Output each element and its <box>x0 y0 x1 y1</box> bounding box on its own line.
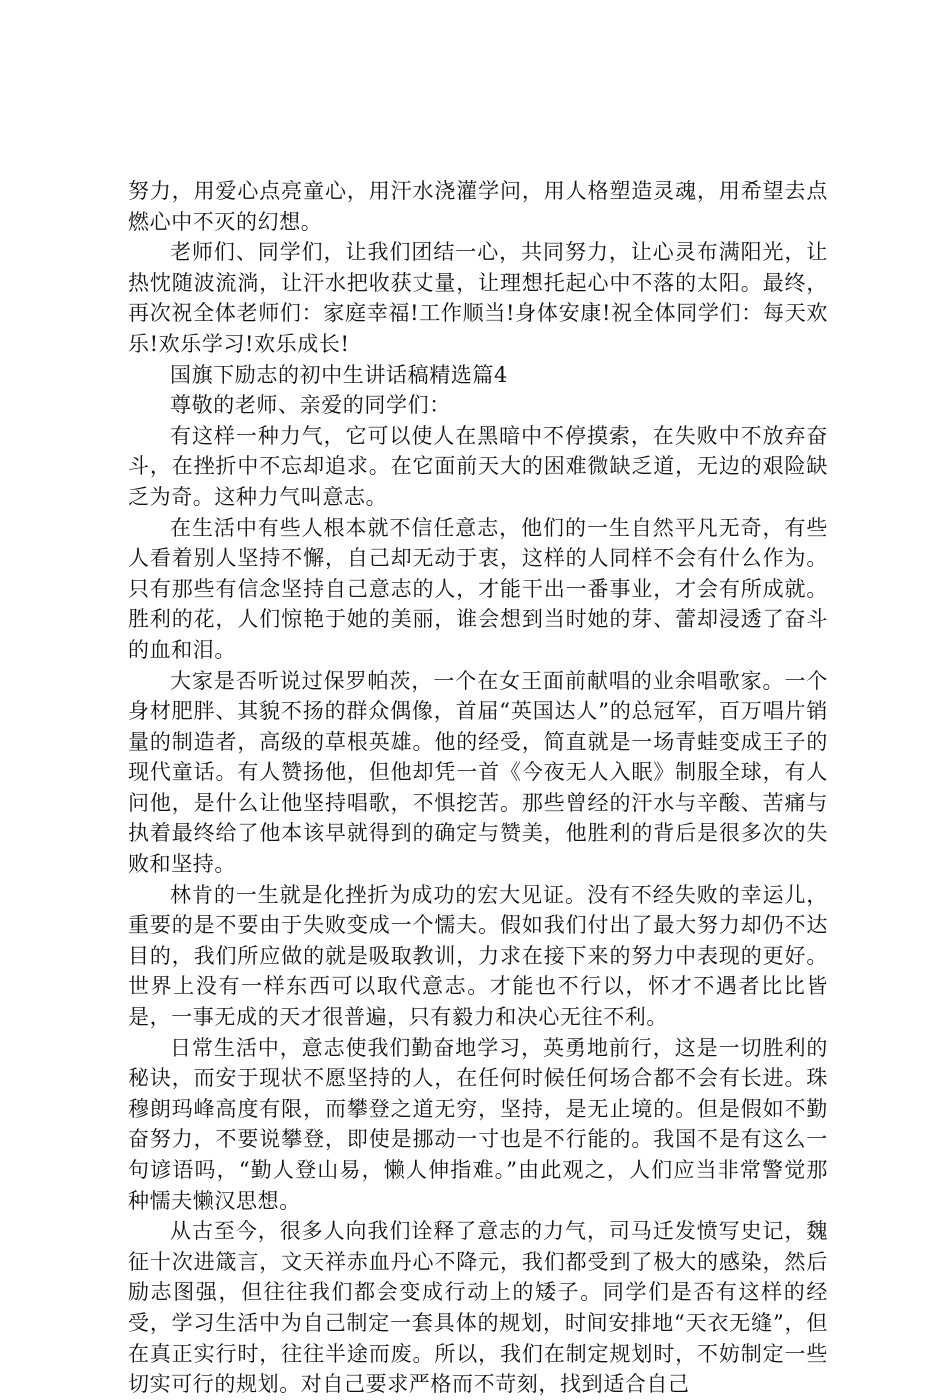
salutation: 尊敬的老师、亲爱的同学们： <box>170 393 451 418</box>
paragraph-2: 老师们、同学们，让我们团结一心，共同努力，让心灵布满阳光，让热忱随波流淌，让汗水把收获丈量，让理想托起心中不落的太阳。最终，再次祝全体老师们：家庭幸福!工作顺当!身体安康!祝全体同学们：每天欢乐!欢乐学习!欢乐成长! <box>128 240 828 356</box>
paragraph-9: 日常生活中，意志使我们勤奋地学习，英勇地前行，这是一切胜利的秘诀，而安于现状不愿坚持的人，在任何时候任何场合都不会有长进。珠穆朗玛峰高度有限，而攀登之道无穷，坚持，是无止境的。但是假如不勤奋努力，不要说攀登，即使是挪动一寸也是不行能的。我国不是有这么一句谚语吗，“勤人登山易，懒人伸指难。”由此观之，人们应当非常警觉那种懦夫懒汉思想。 <box>128 1035 828 1213</box>
paragraph-6: 在生活中有些人根本就不信任意志，他们的一生自然平凡无奇，有些人看着别人坚持不懈，自己却无动于衷，这样的人同样不会有什么作为。只有那些有信念坚持自己意志的人，才能干出一番事业，才会有所成就。胜利的花，人们惊艳于她的美丽，谁会想到当时她的芽、蕾却浸透了奋斗的血和泪。 <box>128 515 828 662</box>
paragraph-10: 从古至今，很多人向我们诠释了意志的力气，司马迁发愤写史记，魏征十次进箴言，文天祥赤血丹心不降元，我们都受到了极大的感染，然后励志图强，但往往我们都会变成行动上的矮子。同学们是否有这样的经受，学习生活中为自己制定一套具体的规划，时间安排地“天衣无缝”，但在真正实行时，往往半途而废。所以，我们在制定规划时，不妨制定一些切实可行的规划。对自己要求严格而不苛刻，找到适合自己 <box>128 1219 828 1397</box>
paragraph-1: 努力，用爱心点亮童心，用汗水浇灌学问，用人格塑造灵魂，用希望去点燃心中不灭的幻想。 <box>128 179 828 234</box>
document-body <box>128 176 828 1400</box>
paragraph-7: 大家是否听说过保罗帕茨，一个在女王面前献唱的业余唱歌家。一个身材肥胖、其貌不扬的群众偶像，首届“英国达人”的总冠军，百万唱片销量的制造者，高级的草根英雄。他的经受，简直就是一场青蛙变成王子的现代童话。有人赞扬他，但他却凭一首《今夜无人入眠》制服全球，有人问他，是什么让他坚持唱歌，不惧挖苦。那些曾经的汗水与辛酸、苦痛与执着最终给了他本该早就得到的确定与赞美，他胜利的背后是很多次的失败和坚持。 <box>128 668 828 877</box>
paragraph-5: 有这样一种力气，它可以使人在黑暗中不停摸索，在失败中不放弃奋斗，在挫折中不忘却追求。在它面前天大的困难微缺乏道，无边的艰险缺乏为奇。这种力气叫意志。 <box>128 423 828 509</box>
section-heading: 国旗下励志的初中生讲话稿精选篇4 <box>170 362 508 387</box>
paragraph-8: 林肯的一生就是化挫折为成功的宏大见证。没有不经失败的幸运儿，重要的是不要由于失败变成一个懦夫。假如我们付出了最大努力却仍不达目的，我们所应做的就是吸取教训，力求在接下来的努力中表现的更好。世界上没有一样东西可以取代意志。才能也不行以，怀才不遇者比比皆是，一事无成的天才很普遍，只有毅力和决心无往不利。 <box>128 882 828 1030</box>
